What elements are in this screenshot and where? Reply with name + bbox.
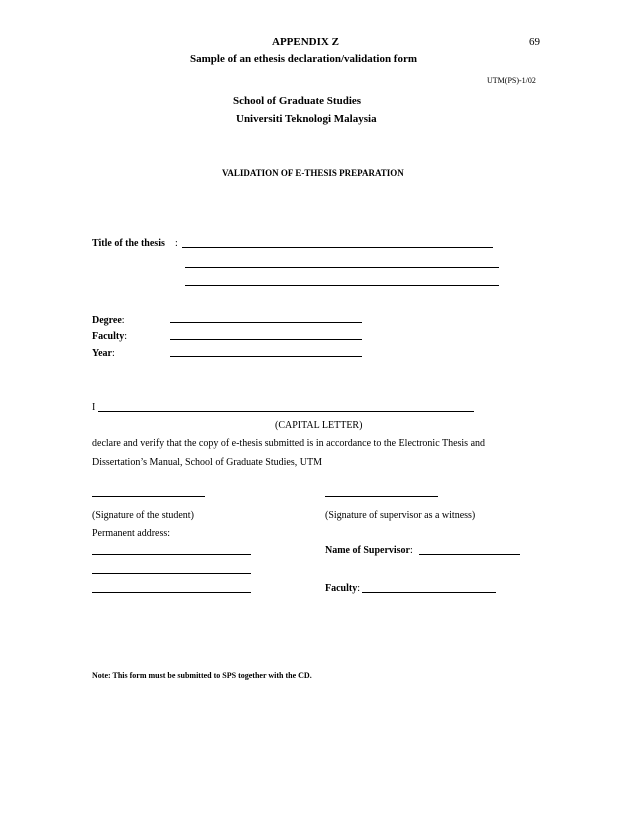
supervisor-faculty-line bbox=[362, 592, 496, 593]
thesis-title-line-1 bbox=[182, 247, 493, 248]
declaration-prefix: I bbox=[92, 402, 96, 413]
degree-label: Degree: bbox=[92, 315, 125, 326]
declaration-line-1: declare and verify that the copy of e-thesis submitted is in accordance to the Electronic Thesis and bbox=[92, 438, 486, 449]
thesis-title-line-3 bbox=[185, 285, 499, 286]
thesis-title-line-2 bbox=[185, 267, 499, 268]
submission-note: Note: This form must be submitted to SPS together with the CD. bbox=[92, 671, 312, 680]
address-line-3 bbox=[92, 592, 251, 593]
supervisor-name-line bbox=[419, 554, 520, 555]
declaration-line-2: Dissertation’s Manual, School of Graduate Studies, UTM bbox=[92, 457, 322, 468]
form-subtitle: Sample of an ethesis declaration/validation form bbox=[190, 53, 418, 65]
page-number: 69 bbox=[529, 36, 540, 48]
student-signature-line bbox=[92, 496, 205, 497]
capital-letter-note: (CAPITAL LETTER) bbox=[275, 420, 363, 431]
supervisor-signature-line bbox=[325, 496, 438, 497]
student-signature-caption: (Signature of the student) bbox=[92, 510, 194, 521]
supervisor-name-label: Name of Supervisor: bbox=[325, 545, 413, 556]
supervisor-signature-caption: (Signature of supervisor as a witness) bbox=[325, 510, 476, 521]
thesis-title-colon: : bbox=[175, 238, 178, 249]
faculty-line bbox=[170, 339, 362, 340]
school-name: School of Graduate Studies bbox=[233, 95, 362, 107]
faculty-label: Faculty: bbox=[92, 331, 127, 342]
appendix-title: APPENDIX Z bbox=[272, 36, 339, 48]
form-code: UTM(PS)-1/02 bbox=[487, 76, 536, 85]
year-label: Year: bbox=[92, 348, 115, 359]
declaration-name-line bbox=[98, 411, 474, 412]
address-line-2 bbox=[92, 573, 251, 574]
address-line-1 bbox=[92, 554, 251, 555]
university-name: Universiti Teknologi Malaysia bbox=[236, 113, 377, 125]
supervisor-faculty-label: Faculty: bbox=[325, 583, 360, 594]
validation-title: VALIDATION OF E-THESIS PREPARATION bbox=[222, 168, 404, 178]
thesis-title-label: Title of the thesis bbox=[92, 238, 165, 249]
degree-line bbox=[170, 322, 362, 323]
year-line bbox=[170, 356, 362, 357]
permanent-address-label: Permanent address: bbox=[92, 528, 171, 539]
